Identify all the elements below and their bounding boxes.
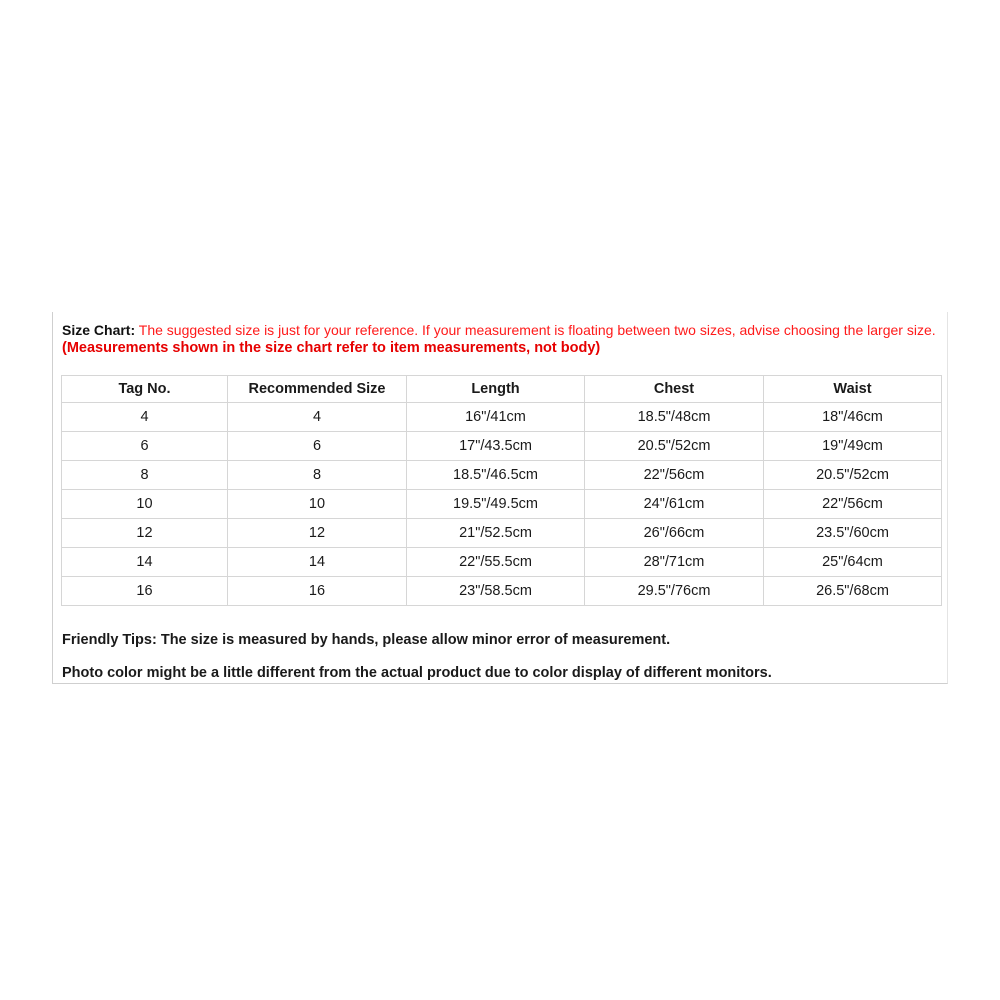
cell-chest: 28"/71cm (585, 548, 764, 577)
cell-waist: 22"/56cm (764, 490, 942, 519)
size-chart-panel (52, 312, 948, 684)
cell-chest: 26"/66cm (585, 519, 764, 548)
table-row (62, 403, 942, 432)
table-row (62, 490, 942, 519)
header-tag-no: Tag No. (62, 376, 228, 403)
size-chart-description: The suggested size is just for your reference. If your measurement is floating between two sizes, advise choosing the larger size. (135, 322, 936, 338)
cell-waist: 19"/49cm (764, 432, 942, 461)
table-row (62, 548, 942, 577)
cell-waist: 26.5"/68cm (764, 577, 942, 606)
measurement-note: (Measurements shown in the size chart refer to item measurements, not body) (62, 340, 601, 356)
header-recommended-size: Recommended Size (228, 376, 407, 403)
cell-chest: 24"/61cm (585, 490, 764, 519)
cell-chest: 22"/56cm (585, 461, 764, 490)
cell-chest: 20.5"/52cm (585, 432, 764, 461)
header-length: Length (407, 376, 585, 403)
friendly-tips: Friendly Tips: The size is measured by hands, please allow minor error of measurement. (62, 632, 671, 648)
cell-recommended-size: 10 (228, 490, 407, 519)
cell-waist: 20.5"/52cm (764, 461, 942, 490)
cell-recommended-size: 14 (228, 548, 407, 577)
cell-tag-no: 12 (62, 519, 228, 548)
cell-waist: 25"/64cm (764, 548, 942, 577)
cell-tag-no: 10 (62, 490, 228, 519)
size-chart-label: Size Chart: (62, 322, 136, 338)
header-chest: Chest (585, 376, 764, 403)
cell-chest: 18.5"/48cm (585, 403, 764, 432)
table-header-row (62, 376, 942, 403)
size-chart-intro (62, 322, 942, 357)
table-row (62, 461, 942, 490)
cell-chest: 29.5"/76cm (585, 577, 764, 606)
cell-length: 17"/43.5cm (407, 432, 585, 461)
cell-length: 19.5"/49.5cm (407, 490, 585, 519)
cell-waist: 18"/46cm (764, 403, 942, 432)
cell-tag-no: 4 (62, 403, 228, 432)
cell-length: 23"/58.5cm (407, 577, 585, 606)
size-table (61, 375, 942, 606)
cell-length: 16"/41cm (407, 403, 585, 432)
cell-tag-no: 6 (62, 432, 228, 461)
cell-waist: 23.5"/60cm (764, 519, 942, 548)
cell-recommended-size: 16 (228, 577, 407, 606)
photo-color-note: Photo color might be a little different from the actual product due to color display of different monitors. (62, 665, 772, 681)
cell-recommended-size: 8 (228, 461, 407, 490)
cell-length: 18.5"/46.5cm (407, 461, 585, 490)
cell-length: 22"/55.5cm (407, 548, 585, 577)
cell-tag-no: 14 (62, 548, 228, 577)
table-row (62, 432, 942, 461)
cell-length: 21"/52.5cm (407, 519, 585, 548)
header-waist: Waist (764, 376, 942, 403)
cell-recommended-size: 6 (228, 432, 407, 461)
table-row (62, 519, 942, 548)
cell-tag-no: 16 (62, 577, 228, 606)
cell-tag-no: 8 (62, 461, 228, 490)
table-row (62, 577, 942, 606)
cell-recommended-size: 4 (228, 403, 407, 432)
cell-recommended-size: 12 (228, 519, 407, 548)
